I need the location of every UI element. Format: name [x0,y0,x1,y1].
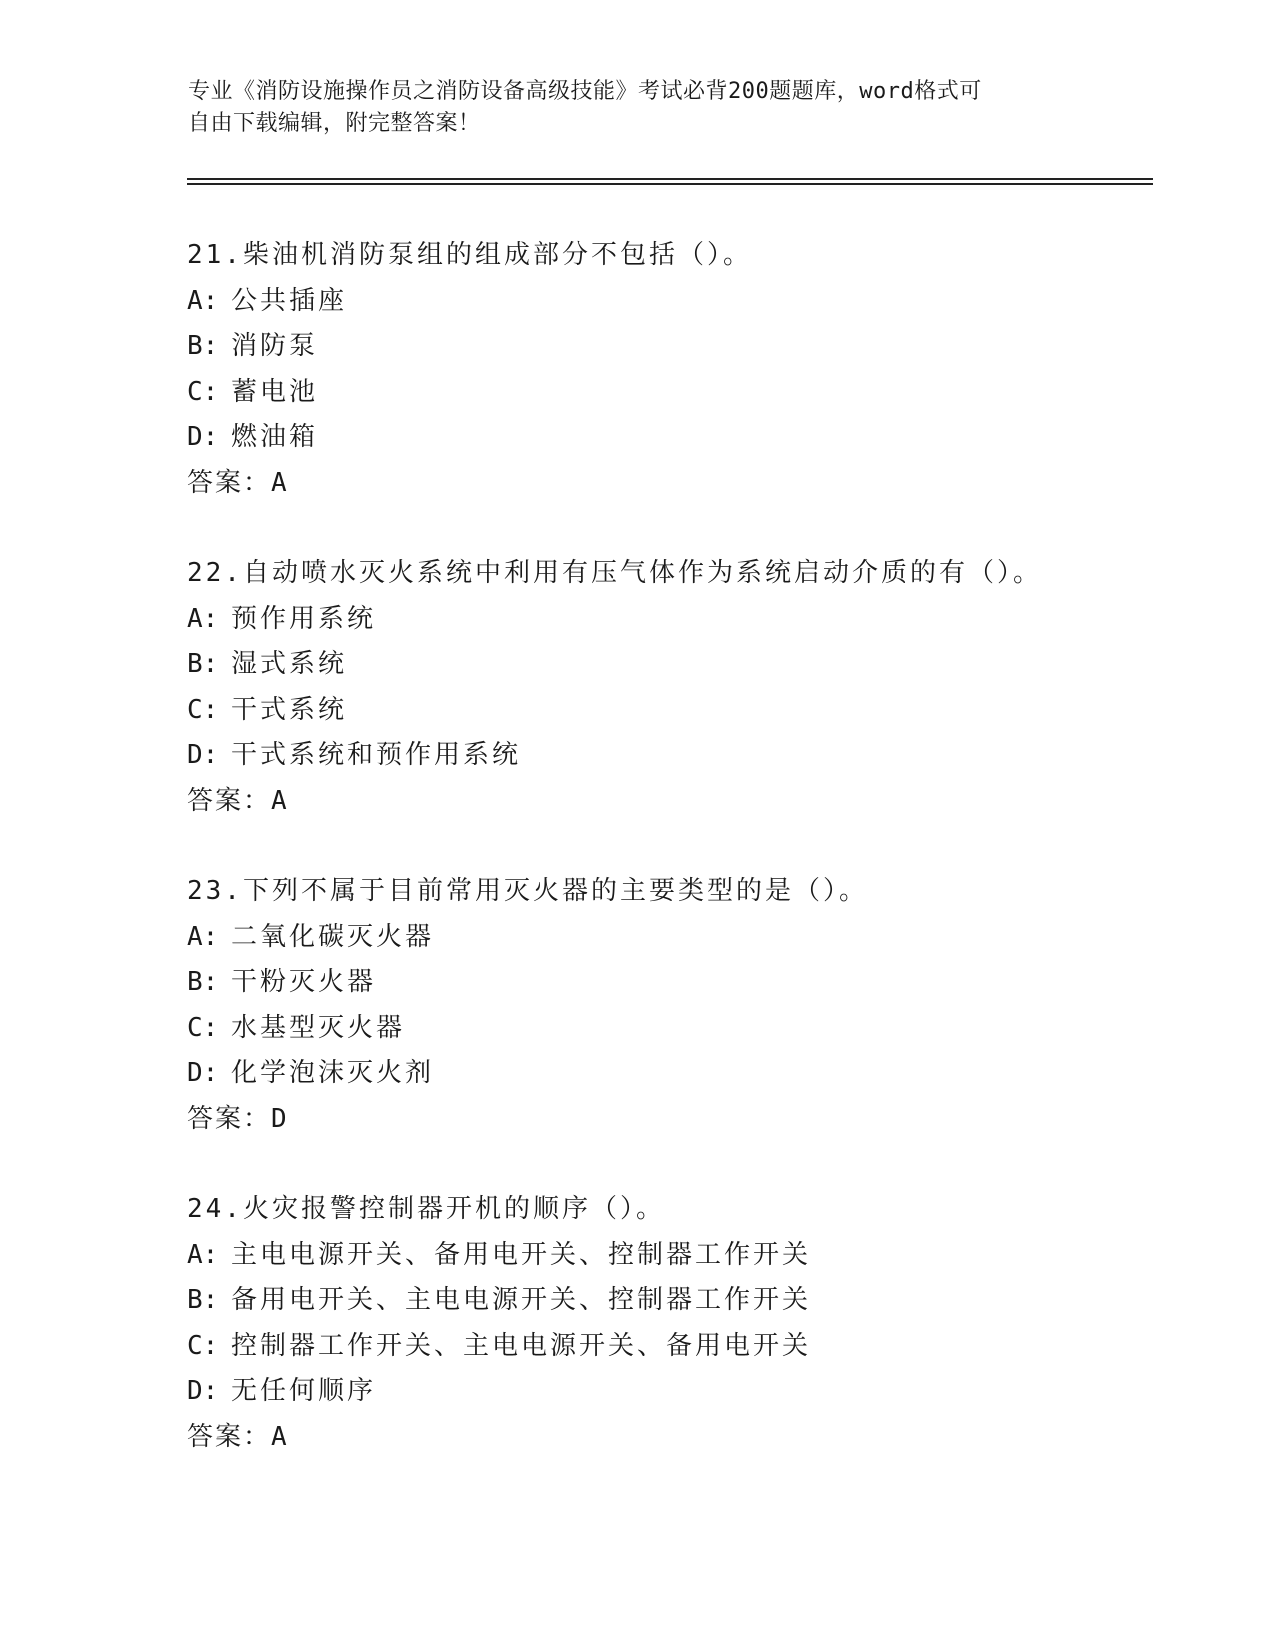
option-d [187,415,1147,461]
question-stem: 21.柴油机消防泵组的组成部分不包括（）。 [187,240,752,270]
option-text: 化学泡沫灭火剂 [231,1058,435,1088]
option-text: 干式系统 [231,694,348,725]
answer-line [187,1415,1147,1461]
option-b [187,960,1147,1006]
option-label: D: [187,740,219,770]
option-label: A: [187,603,219,634]
answer-label: 答案： [187,1421,272,1452]
question-stem: 22.自动喷水灭火系统中利用有压气体作为系统启动介质的有（）。 [187,558,1042,588]
option-c [187,688,1147,734]
option-label: B: [187,649,219,679]
option-label: D: [187,1058,219,1088]
question-24 [187,1187,1147,1460]
option-b [187,324,1147,370]
option-b [187,642,1147,688]
option-text: 无任何顺序 [231,1376,377,1406]
answer-value: A [271,467,287,498]
option-label: B: [187,1285,219,1315]
option-d [187,1051,1147,1097]
header-divider-top [187,178,1153,180]
option-label: D: [187,422,219,452]
header-divider-bottom [187,183,1153,185]
option-label: A: [187,921,219,952]
answer-value: A [271,785,287,816]
answer-label: 答案： [187,467,272,498]
question-23 [187,869,1147,1142]
option-text: 预作用系统 [231,603,377,634]
option-text: 燃油箱 [231,422,319,452]
option-label: B: [187,331,219,361]
option-a [187,279,1147,325]
option-c [187,1006,1147,1052]
question-21 [187,233,1147,506]
option-label: A: [187,1239,219,1270]
option-c [187,370,1147,416]
header-line-2: 自由下载编辑，附完整答案！ [188,111,481,136]
document-header [188,76,1068,140]
answer-line [187,1097,1147,1143]
option-a [187,597,1147,643]
option-text: 蓄电池 [231,376,319,407]
answer-label: 答案： [187,1103,272,1134]
answer-line [187,461,1147,507]
answer-value: D [271,1103,287,1134]
option-text: 主电电源开关、备用电开关、控制器工作开关 [231,1239,812,1270]
option-text: 干粉灭火器 [231,967,377,997]
option-a [187,915,1147,961]
option-label: C: [187,376,219,407]
question-stem: 24.火灾报警控制器开机的顺序（）。 [187,1194,665,1224]
option-a [187,1233,1147,1279]
question-22 [187,551,1147,824]
option-text: 湿式系统 [231,649,348,679]
answer-line [187,779,1147,825]
option-text: 控制器工作开关、主电电源开关、备用电开关 [231,1330,812,1361]
option-c [187,1324,1147,1370]
option-text: 二氧化碳灭火器 [231,921,435,952]
option-text: 公共插座 [231,285,348,316]
option-label: C: [187,1012,219,1043]
option-label: C: [187,1330,219,1361]
option-label: C: [187,694,219,725]
option-label: D: [187,1376,219,1406]
option-text: 备用电开关、主电电源开关、控制器工作开关 [231,1285,812,1315]
answer-value: A [271,1421,287,1452]
answer-label: 答案： [187,785,272,816]
header-line-1: 专业《消防设施操作员之消防设备高级技能》考试必背200题题库，word格式可 [188,79,982,104]
option-text: 水基型灭火器 [231,1012,406,1043]
option-d [187,733,1147,779]
question-stem: 23.下列不属于目前常用灭火器的主要类型的是（）。 [187,876,868,906]
option-label: B: [187,967,219,997]
option-b [187,1278,1147,1324]
option-text: 干式系统和预作用系统 [231,740,522,770]
option-d [187,1369,1147,1415]
option-label: A: [187,285,219,316]
option-text: 消防泵 [231,331,319,361]
